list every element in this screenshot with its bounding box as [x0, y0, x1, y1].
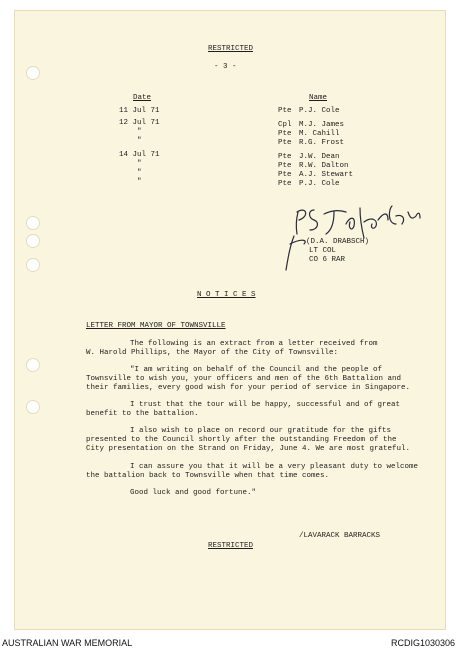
letter-paragraph-line: I can assure you that it will be a very pleasant duty to welcome	[130, 463, 419, 471]
row-date: "	[137, 160, 142, 168]
row-rank: Pte	[278, 153, 292, 161]
row-rank: Pte	[278, 180, 292, 188]
row-name: M.J. James	[299, 121, 345, 129]
letter-intro-line: The following is an extract from a letter received from	[130, 340, 378, 348]
row-name: A.J. Stewart	[299, 171, 354, 179]
archive-reference: RCDIG1030306	[390, 638, 455, 648]
row-rank: Pte	[278, 171, 292, 179]
letter-paragraph-line: the battalion back to Townsville when that time comes.	[86, 472, 330, 480]
punch-hole	[26, 234, 40, 248]
letter-paragraph-line: "I am writing on behalf of the Council and the people of	[130, 366, 383, 374]
page-number: - 3 -	[214, 63, 237, 71]
row-name: R.W. Dalton	[299, 162, 349, 170]
row-rank: Cpl	[278, 121, 292, 129]
signatory-unit: CO 6 RAR	[309, 256, 346, 264]
letter-paragraph-line: presented to the Council shortly after the outstanding Freedom of the	[86, 436, 397, 444]
document-page	[14, 10, 446, 630]
letter-paragraph-line: their families, every good wish for your period of service in Singapore.	[86, 384, 411, 392]
letter-paragraph-line: Townsville to wish you, your officers and men of the 6th Battalion and	[86, 375, 402, 383]
letter-intro-line: W. Harold Phillips, the Mayor of the City of Townsville:	[86, 349, 339, 357]
punch-hole	[26, 216, 40, 230]
row-name: J.W. Dean	[299, 153, 340, 161]
letter-heading: LETTER FROM MAYOR OF TOWNSVILLE	[86, 322, 226, 330]
date-column-header: Date	[133, 94, 152, 102]
archive-credit: AUSTRALIAN WAR MEMORIAL	[2, 638, 133, 648]
row-rank: Pte	[278, 107, 292, 115]
handwritten-signature	[280, 198, 430, 276]
row-name: P.J. Cole	[299, 180, 340, 188]
row-rank: Pte	[278, 139, 292, 147]
notices-heading: N O T I C E S	[197, 291, 256, 299]
letter-paragraph-line: City presentation on the Strand on Friday, June 4. We are most grateful.	[86, 445, 411, 453]
row-rank: Pte	[278, 130, 292, 138]
letter-closing: Good luck and good fortune."	[130, 489, 257, 497]
letter-paragraph-line: I also wish to place on record our gratitude for the gifts	[130, 427, 392, 435]
punch-hole	[26, 358, 40, 372]
row-rank: Pte	[278, 162, 292, 170]
row-date: "	[137, 137, 142, 145]
signatory-rank: LT COL	[309, 247, 337, 255]
signatory-name: (D.A. DRABSCH)	[306, 238, 370, 246]
punch-hole	[26, 66, 40, 80]
punch-hole	[26, 258, 40, 272]
row-date: 11 Jul 71	[119, 107, 160, 115]
row-date: 14 Jul 71	[119, 151, 160, 159]
row-date: "	[137, 128, 142, 136]
name-column-header: Name	[309, 94, 328, 102]
row-name: R.G. Frost	[299, 139, 345, 147]
classification-header: RESTRICTED	[208, 45, 254, 53]
row-name: P.J. Cole	[299, 107, 340, 115]
letter-paragraph-line: benefit to the battalion.	[86, 410, 199, 418]
row-date: "	[137, 169, 142, 177]
row-date: 12 Jul 71	[119, 119, 160, 127]
location-line: /LAVARACK BARRACKS	[299, 532, 381, 540]
row-date: "	[137, 178, 142, 186]
classification-footer: RESTRICTED	[208, 542, 254, 550]
punch-hole	[26, 400, 40, 414]
letter-paragraph-line: I trust that the tour will be happy, successful and of great	[130, 401, 401, 409]
row-name: M. Cahill	[299, 130, 340, 138]
